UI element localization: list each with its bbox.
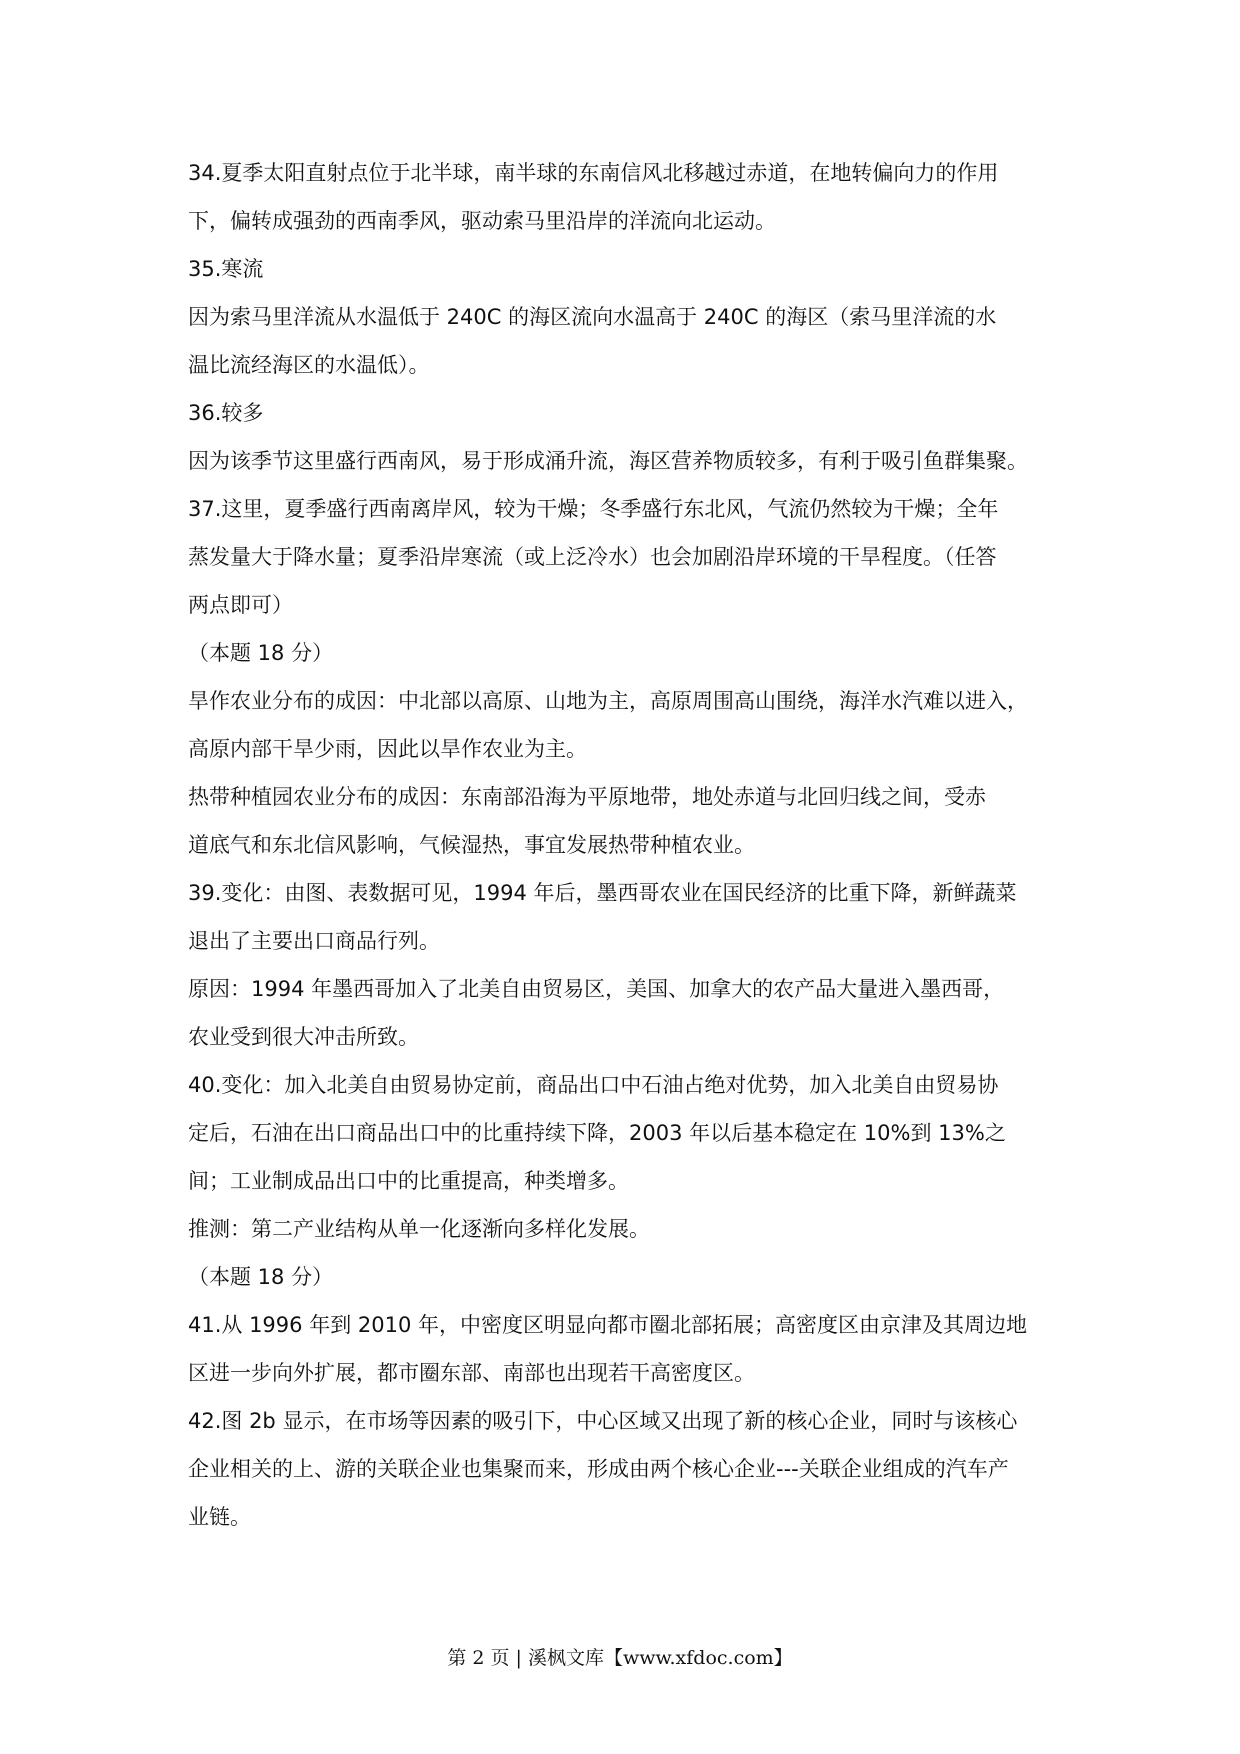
text-line: 间；工业制成品出口中的比重提高，种类增多。 (188, 1169, 629, 1193)
text-line: 旱作农业分布的成因：中北部以高原、山地为主，高原周围高山围绕，海洋水汽难以进入， (188, 689, 1028, 713)
text-line: 热带种植园农业分布的成因：东南部沿海为平原地带，地处赤道与北回归线之间，受赤 (188, 785, 986, 809)
text-line: 温比流经海区的水温低）。 (188, 353, 430, 377)
text-line: 区进一步向外扩展，都市圈东部、南部也出现若干高密度区。 (188, 1361, 755, 1385)
text-line: （本题 18 分） (188, 1265, 334, 1289)
text-line: 农业受到很大冲击所致。 (188, 1025, 419, 1049)
text-line: 下，偏转成强劲的西南季风，驱动索马里沿岸的洋流向北运动。 (188, 209, 776, 233)
text-line: 定后，石油在出口商品出口中的比重持续下降，2003 年以后基本稳定在 10%到 13%之 (188, 1121, 1006, 1145)
text-line: 蒸发量大于降水量；夏季沿岸寒流（或上泛冷水）也会加剧沿岸环境的干旱程度。（任答 (188, 545, 997, 569)
text-line: 推测：第二产业结构从单一化逐渐向多样化发展。 (188, 1217, 650, 1241)
text-line: （本题 18 分） (188, 641, 334, 665)
text-line: 因为索马里洋流从水温低于 240C 的海区流向水温高于 240C 的海区（索马里洋流的水 (188, 305, 997, 329)
text-line: 退出了主要出口商品行列。 (188, 929, 440, 953)
text-line: 两点即可） (188, 593, 293, 617)
text-line: 因为该季节这里盛行西南风，易于形成涌升流，海区营养物质较多，有利于吸引鱼群集聚。 (188, 449, 1028, 473)
text-line: 41.从 1996 年到 2010 年，中密度区明显向都市圈北部拓展；高密度区由京津及其周边地 (188, 1313, 1027, 1337)
text-line: 原因：1994 年墨西哥加入了北美自由贸易区，美国、加拿大的农产品大量进入墨西哥， (188, 977, 1005, 1001)
text-line: 34.夏季太阳直射点位于北半球，南半球的东南信风北移越过赤道，在地转偏向力的作用 (188, 161, 999, 185)
text-line: 42.图 2b 显示，在市场等因素的吸引下，中心区域又出现了新的核心企业，同时与该核心 (188, 1409, 1018, 1433)
text-line: 企业相关的上、游的关联企业也集聚而来，形成由两个核心企业---关联企业组成的汽车产 (188, 1457, 1009, 1481)
text-line: 高原内部干旱少雨，因此以旱作农业为主。 (188, 737, 587, 761)
text-line: 业链。 (188, 1505, 251, 1529)
text-line: 36.较多 (188, 401, 264, 425)
document-body (188, 161, 1068, 1553)
page-footer: 第 2 页 | 溪枫文库【www.xfdoc.com】 (447, 1647, 793, 1669)
text-line: 35.寒流 (188, 257, 264, 281)
text-line: 37.这里，夏季盛行西南离岸风，较为干燥；冬季盛行东北风，气流仍然较为干燥；全年 (188, 497, 999, 521)
text-line: 40.变化：加入北美自由贸易协定前，商品出口中石油占绝对优势，加入北美自由贸易协 (188, 1073, 999, 1097)
text-line: 39.变化：由图、表数据可见，1994 年后，墨西哥农业在国民经济的比重下降，新鲜蔬菜 (188, 881, 1017, 905)
text-line: 道底气和东北信风影响，气候湿热，事宜发展热带种植农业。 (188, 833, 755, 857)
